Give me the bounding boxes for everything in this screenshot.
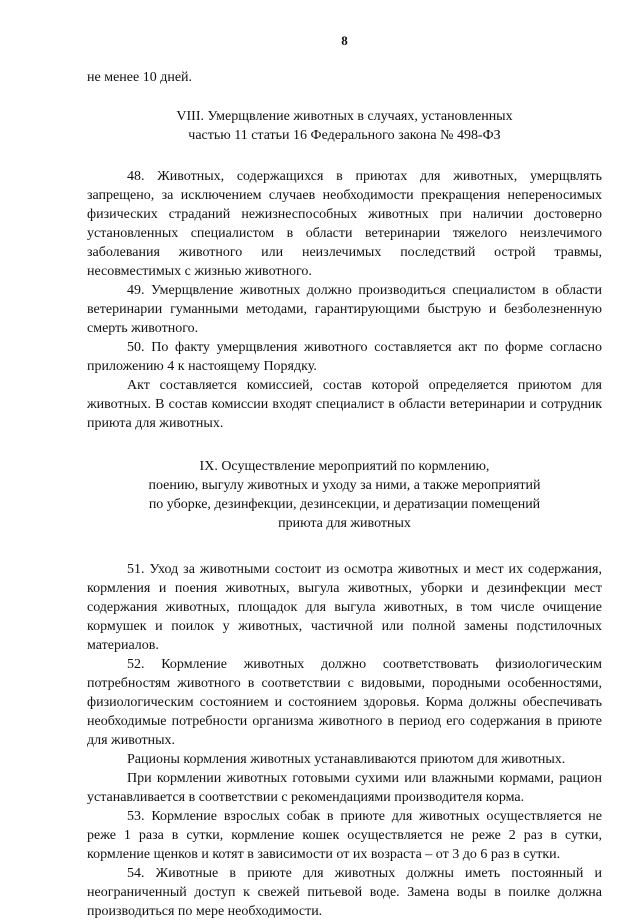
section-heading-line: по уборке, дезинфекции, дезинсекции, и дератизации помещений — [148, 497, 541, 512]
section-ix-body — [87, 560, 602, 921]
section-heading-line: поению, выгулу животных и уходу за ними, а также мероприятий — [148, 478, 541, 493]
section-heading-viii — [87, 107, 602, 145]
paragraph-51: 51. Уход за животными состоит из осмотра животных и мест их содержания, кормления и поения животных, выгула животных, уборки и дезинфекции мест содержания животных, площадок для выгула животных, в том числе очищение кормушек и поилок у животных, частичной или полной замены подстилочных материалов. — [87, 562, 602, 653]
page-number: 8 — [341, 33, 348, 48]
paragraph-54: 54. Животные в приюте для животных должны иметь постоянный и неограниченный доступ к свежей питьевой воде. Замена воды в поилке должна производиться по мере необходимости. — [87, 866, 602, 919]
paragraph-49: 49. Умерщвление животных должно производиться специалистом в области ветеринарии гуманными методами, гарантирующими быструю и безболезненную смерть животного. — [87, 283, 602, 336]
section-heading-ix — [87, 457, 602, 533]
paragraph-48: 48. Животных, содержащихся в приютах для животных, умерщвлять запрещено, за исключением случаев необходимости прекращения непереносимых физических страданий нежизнеспособных животных при наличии достоверно установленных специалистом в области ветеринарии тяжелого неизлечимого заболевания животного или неизлечимых последствий острой травмы, несовместимых с жизнью животного. — [87, 169, 602, 279]
paragraph-53: 53. Кормление взрослых собак в приюте для животных осуществляется не реже 1 раза в сутки, кормление кошек осуществляется не реже 2 раз в сутки, кормление щенков и котят в зависимости от их возраста – от 3 до 6 раз в сутки. — [87, 809, 602, 862]
paragraph-50: 50. По факту умерщвления животного составляется акт по форме согласно приложению 4 к настоящему Порядку. — [87, 340, 602, 374]
paragraph-feeding-ready-food: При кормлении животных готовыми сухими или влажными кормами, рацион устанавливается в соответствии с рекомендациями производителя корма. — [87, 771, 602, 805]
paragraph-52: 52. Кормление животных должно соответствовать физиологическим потребностям животного в соответствии с видовыми, породными особенностями, физиологическим состоянием и состоянием здоровья. Корма должны обеспечивать необходимые потребности организма животного в период его содержания в приюте для животных. — [87, 657, 602, 748]
section-heading-line: приюта для животных — [278, 516, 411, 531]
section-heading-line: VIII. Умерщвление животных в случаях, установленных — [176, 109, 513, 124]
paragraph-rations: Рационы кормления животных устанавливаются приютом для животных. — [127, 752, 566, 767]
document-body — [87, 68, 602, 921]
section-viii-body — [87, 167, 602, 433]
section-heading-line: частью 11 статьи 16 Федерального закона № 498-ФЗ — [188, 128, 501, 143]
section-heading-line: IX. Осуществление мероприятий по кормлению, — [199, 459, 490, 474]
paragraph-act: Акт составляется комиссией, состав которой определяется приютом для животных. В состав комиссии входят специалист в области ветеринарии и сотрудник приюта для животных. — [87, 378, 602, 431]
continuation-text: не менее 10 дней. — [87, 70, 193, 85]
